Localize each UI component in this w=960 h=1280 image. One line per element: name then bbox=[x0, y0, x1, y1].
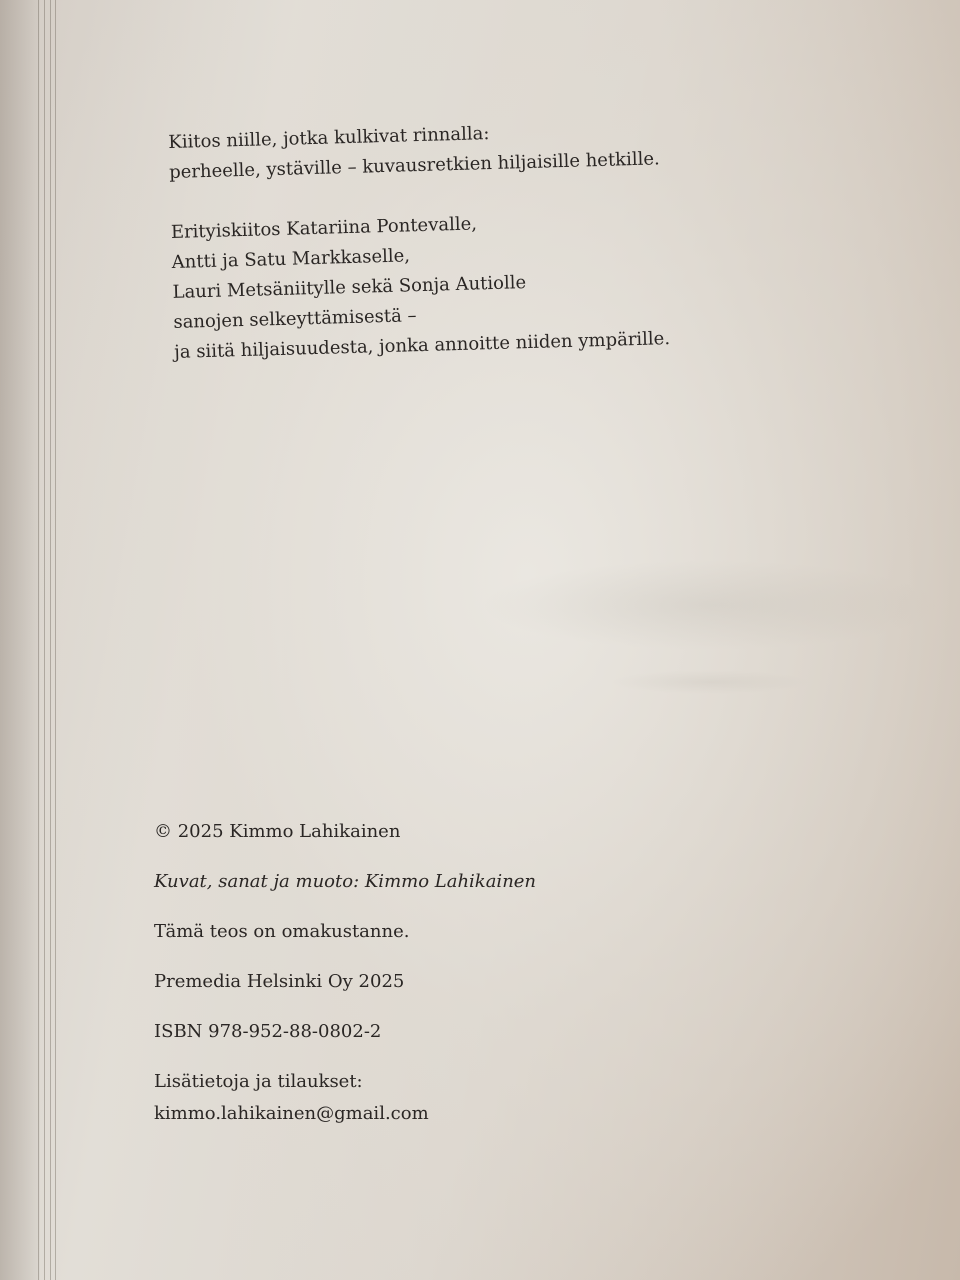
publisher-note: Tämä teos on omakustanne. bbox=[154, 921, 410, 942]
acknowledgements bbox=[168, 112, 734, 368]
page-edge-line bbox=[55, 0, 56, 1280]
ack-line: ja siitä hiljaisuudesta, jonka annoitte niiden ympärille. bbox=[173, 328, 671, 363]
ack-line: Antti ja Satu Markkaselle, bbox=[171, 245, 411, 273]
show-through-shadow bbox=[610, 670, 810, 694]
contact-email: kimmo.lahikainen@gmail.com bbox=[154, 1103, 429, 1124]
ack-line: Lauri Metsäniitylle sekä Sonja Autiolle bbox=[172, 272, 527, 303]
show-through-shadow bbox=[480, 560, 940, 650]
ack-line: perheelle, ystäville – kuvausretkien hiljaisille hetkille. bbox=[168, 148, 660, 183]
credits-line: Kuvat, sanat ja muoto: Kimmo Lahikainen bbox=[154, 871, 537, 892]
page-edge-line bbox=[38, 0, 39, 1280]
page-edge-line bbox=[44, 0, 45, 1280]
printer-line: Premedia Helsinki Oy 2025 bbox=[154, 971, 405, 992]
contact-label: Lisätietoja ja tilaukset: bbox=[154, 1071, 363, 1092]
ack-line: sanojen selkeyttämisestä – bbox=[173, 305, 417, 333]
page-edges bbox=[0, 0, 60, 1280]
imprint bbox=[154, 820, 754, 1126]
page-edge-shadow bbox=[0, 0, 40, 1280]
copyright-line: © 2025 Kimmo Lahikainen bbox=[154, 821, 401, 842]
ack-line: Erityiskiitos Katariina Pontevalle, bbox=[170, 213, 478, 243]
page-edge-line bbox=[50, 0, 51, 1280]
ack-line: Kiitos niille, jotka kulkivat rinnalla: bbox=[168, 123, 490, 153]
isbn-line: ISBN 978-952-88-0802-2 bbox=[154, 1021, 382, 1042]
